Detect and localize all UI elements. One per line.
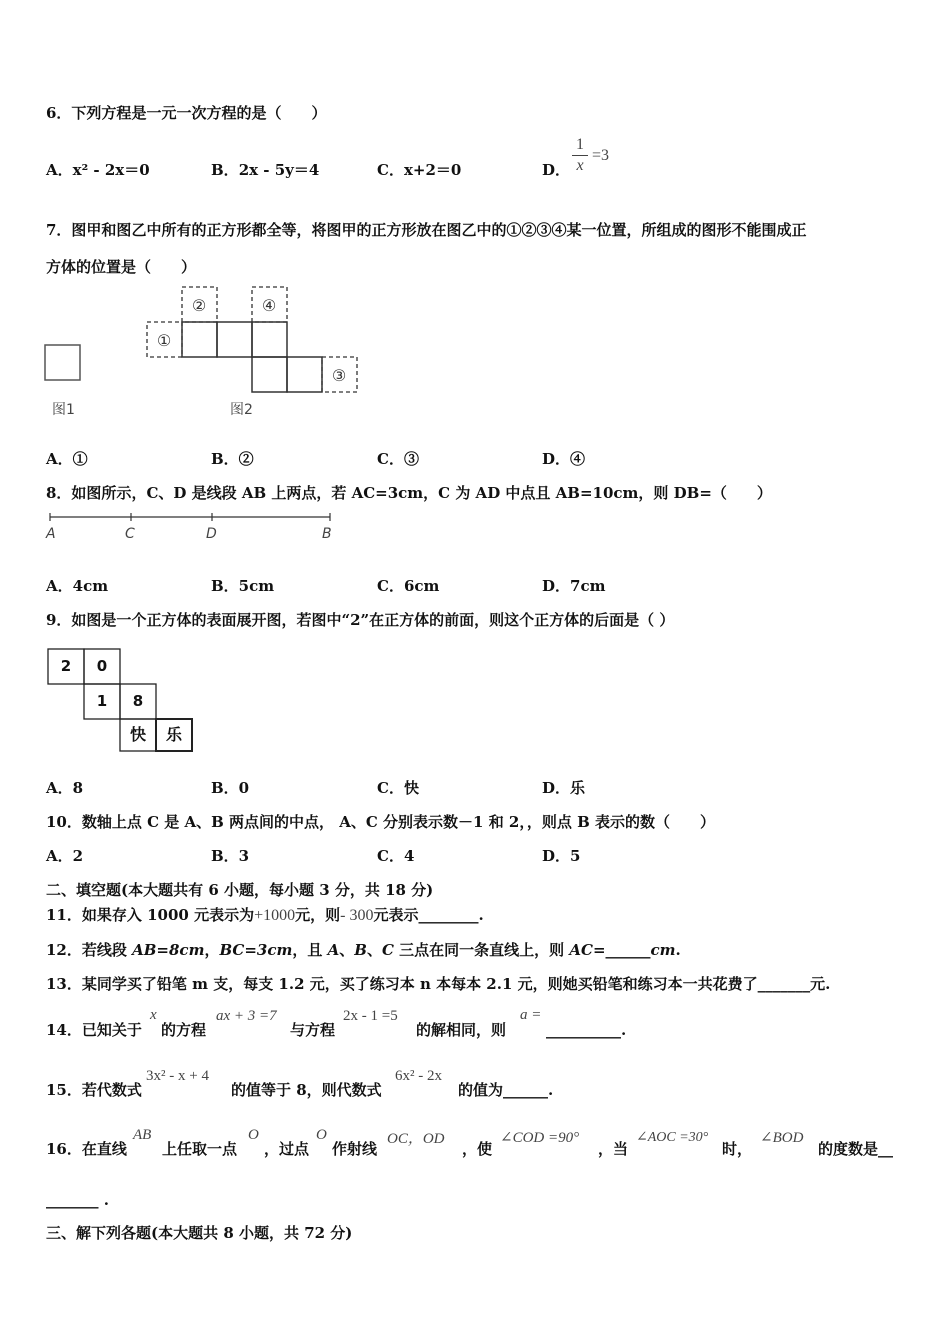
q15-math2: 6x² - 2x [395, 1068, 442, 1084]
q15-part1: 15．若代数式 [46, 1081, 142, 1099]
q12-m3: A [327, 941, 340, 959]
q6-fraction-denominator: x [576, 157, 584, 174]
q12-part5: 、 [366, 941, 382, 959]
q16-math-o1: O [248, 1127, 259, 1143]
q8-label-a: A [46, 526, 56, 542]
q11-part3: 元表示________. [373, 906, 484, 924]
q14-part5: __________. [546, 1021, 627, 1039]
q9-cube-net [44, 645, 199, 755]
q14-part3: 与方程 [290, 1021, 336, 1039]
q15-part3: 的值为______. [458, 1081, 554, 1099]
q16-part8: 的度数是__ [818, 1140, 894, 1158]
q7-option-b[interactable]: B．② [211, 450, 254, 468]
q11-part1: 11．如果存入 1000 元表示为 [46, 906, 255, 924]
q10-option-b[interactable]: B．3 [211, 847, 250, 865]
q11-math2: - 300 [340, 907, 374, 924]
q8-stem: 8．如图所示，C、D 是线段 AB 上两点，若 AC=3cm，C 为 AD 中点且 AB=10cm，则 DB=（ ） [46, 484, 772, 502]
q13-stem: 13．某同学买了铅笔 m 支，每支 1.2 元，买了练习本 n 本每本 2.1 元，则她买铅笔和练习本一共花费了_______元. [46, 975, 831, 993]
q9-option-c[interactable]: C．快 [377, 779, 419, 797]
section2-heading: 二、填空题(本大题共有 6 小题，每小题 3 分，共 18 分) [46, 881, 434, 899]
q8-label-c: C [125, 526, 135, 542]
q10-option-c[interactable]: C．4 [377, 847, 415, 865]
q9-cell-text-4: 8 [132, 692, 144, 710]
q7-fig2-net [182, 322, 322, 392]
q14-part4: 的解相同，则 [416, 1021, 507, 1039]
q12-part3: ，且 [292, 941, 328, 959]
q8-label-b: B [322, 526, 332, 542]
q15-math1: 3x² - x + 4 [146, 1068, 209, 1084]
q6-option-a[interactable] [46, 160, 150, 180]
q7-option-d[interactable]: D．④ [542, 450, 586, 468]
q12-m4: B [354, 941, 367, 959]
q7-pos2-label: ② [191, 296, 207, 315]
q16-math-cod: ∠COD =90° [500, 1130, 580, 1146]
q11-part2: 元，则 [295, 906, 341, 924]
q12-m5: C [381, 941, 394, 959]
q9-option-d[interactable]: D．乐 [542, 779, 586, 797]
q6-option-a-label: A． [46, 161, 73, 179]
q16-part2: 上任取一点 [162, 1140, 238, 1158]
q14-math-a: a = [520, 1007, 542, 1023]
q7-net-square [252, 322, 287, 357]
q6-option-d[interactable] [542, 160, 570, 180]
q9-cell-text-2: 0 [96, 657, 108, 675]
q12-m1: AB=8cm [132, 941, 205, 959]
q8-option-a[interactable]: A．4cm [46, 577, 109, 595]
q7-fig1-square [45, 345, 80, 380]
q7-fig1-label: 图1 [52, 402, 75, 418]
q16-part4: 作射线 [332, 1140, 378, 1158]
q6-option-c[interactable] [377, 160, 461, 180]
q16-part7: 时， [722, 1140, 753, 1158]
q16-part6: ，当 [598, 1140, 629, 1158]
q6-option-d-fraction [572, 136, 588, 175]
q16-math-rays: OC，OD [387, 1131, 445, 1147]
q8-segment-figure [40, 508, 340, 548]
q6-stem: 6．下列方程是一元一次方程的是（ ） [46, 104, 327, 122]
q6-option-c-label: C． [377, 161, 404, 179]
q14-math-eq2: 2x - 1 =5 [343, 1008, 398, 1024]
q6-option-b-label: B． [211, 161, 239, 179]
q12-part4: 、 [339, 941, 355, 959]
q9-option-a[interactable]: A．8 [46, 779, 84, 797]
q6-option-d-label: D． [542, 161, 571, 179]
q7-pos1-label: ① [156, 331, 172, 350]
q8-option-b[interactable]: B．5cm [211, 577, 275, 595]
q12-part2: ， [204, 941, 220, 959]
q12-part8: . [675, 941, 681, 959]
q16-math-o2: O [316, 1127, 327, 1143]
q6-option-d-rhs: =3 [592, 147, 610, 164]
q7-option-a[interactable]: A．① [46, 450, 88, 468]
q9-option-b[interactable]: B．0 [211, 779, 250, 797]
q7-stem-line2: 方体的位置是（ ） [46, 258, 197, 276]
q6-fraction-bar [572, 155, 588, 156]
q6-option-c-math: x+2＝0 [403, 161, 462, 179]
q10-option-d[interactable]: D．5 [542, 847, 581, 865]
q9-cell-text-6: 乐 [165, 725, 183, 744]
q7-net-square [252, 357, 287, 392]
q16-part5: ，使 [462, 1140, 493, 1158]
q10-stem: 10．数轴上点 C 是 A、B 两点间的中点， A、C 分别表示数－1 和 2，，则点 B 表示的数（ ） [46, 813, 715, 831]
q6-option-b-math: 2x - 5y＝4 [238, 161, 320, 179]
q7-figures [40, 282, 370, 422]
q7-stem-line1: 7．图甲和图乙中所有的正方形都全等，将图甲的正方形放在图乙中的①②③④某一位置，所组成的图形不能围成正 [46, 221, 807, 239]
q16-line2: _______ . [46, 1191, 109, 1209]
q16-part3: ，过点 [264, 1140, 310, 1158]
q9-stem: 9．如图是一个正方体的表面展开图，若图中“2”在正方体的前面，则这个正方体的后面是（ ） [46, 611, 675, 629]
q14-part1: 14．已知关于 [46, 1021, 142, 1039]
q14-part2: 的方程 [161, 1021, 207, 1039]
q14-math-eq1: ax + 3 =7 [216, 1008, 277, 1024]
q16-math-aoc: ∠AOC =30° [636, 1130, 709, 1145]
q6-fraction-numerator: 1 [576, 136, 584, 153]
q15-part2: 的值等于 8，则代数式 [231, 1081, 382, 1099]
q12-part1: 12．若线段 [46, 941, 133, 959]
q7-pos3-label: ③ [331, 366, 347, 385]
q11 [46, 905, 484, 926]
q7-net-square [217, 322, 252, 357]
q12-m7: cm [650, 941, 676, 959]
q7-pos4-label: ④ [261, 296, 277, 315]
section3-heading: 三、解下列各题(本大题共 8 小题，共 72 分) [46, 1224, 353, 1242]
q16-math-ab: AB [133, 1127, 152, 1143]
q9-cell-text-3: 1 [96, 692, 108, 710]
q6-option-b[interactable] [211, 160, 319, 180]
q12 [46, 940, 681, 960]
q7-net-square [287, 357, 322, 392]
q12-m6: AC [569, 941, 593, 959]
q11-math1: +1000 [254, 907, 296, 924]
q12-m2: BC=3cm [219, 941, 293, 959]
q16-part1: 16．在直线 [46, 1140, 127, 1158]
q12-part6: 三点在同一条直线上，则 [393, 941, 570, 959]
q7-fig2-label: 图2 [230, 402, 253, 418]
q12-part7: =______ [592, 941, 651, 959]
q9-cell-text-5: 快 [129, 725, 147, 744]
q9-cell-text-1: 2 [60, 657, 72, 675]
q10-option-a[interactable]: A．2 [46, 847, 84, 865]
q16-math-bod: ∠BOD [760, 1130, 804, 1146]
q8-option-d[interactable]: D．7cm [542, 577, 606, 595]
q7-net-square [182, 322, 217, 357]
q6-option-a-math: x² - 2x＝0 [72, 161, 150, 179]
q14-math-x: x [150, 1007, 157, 1023]
q8-option-c[interactable]: C．6cm [377, 577, 440, 595]
q7-option-c[interactable]: C．③ [377, 450, 419, 468]
q8-label-d: D [206, 526, 217, 542]
